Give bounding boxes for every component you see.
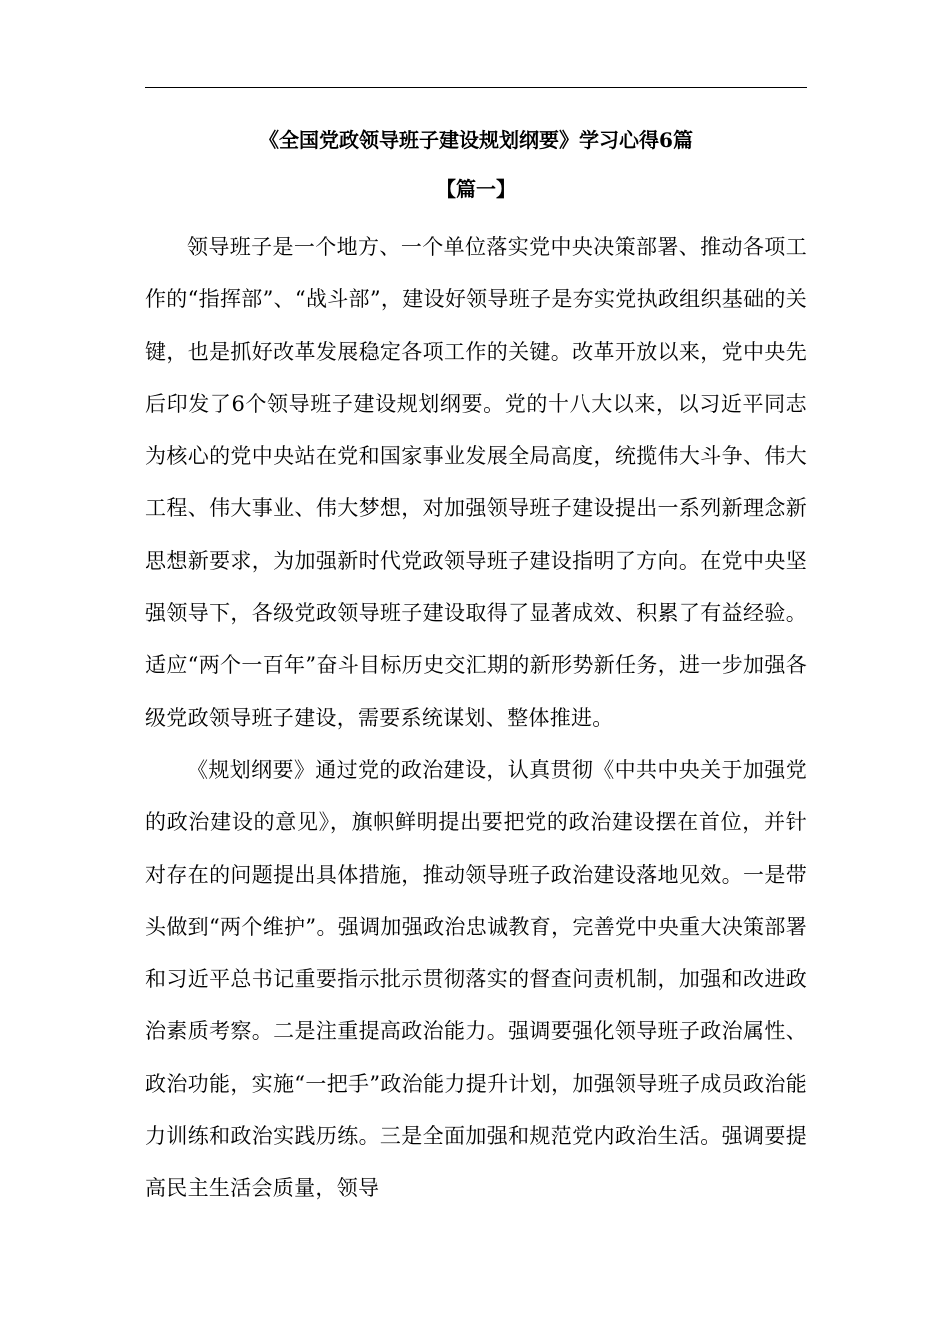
section-heading: 【篇一】	[436, 177, 516, 201]
paragraph-1: 领导班子是一个地方、一个单位落实党中央决策部署、推动各项工作的“指挥部”、“战斗部”，建设好领导班子是夯实党执政组织基础的关键，也是抓好改革发展稳定各项工作的关键。改革开放以来，党中央先后印发了6个领导班子建设规划纲要。党的十八大以来，以习近平同志为核心的党中央站在党和国家事业发展全局高度，统揽伟大斗争、伟大工程、伟大事业、伟大梦想，对加强领导班子建设提出一系列新理念新思想新要求，为加强新时代党政领导班子建设指明了方向。在党中央坚强领导下，各级党政领导班子建设取得了显著成效、积累了有益经验。适应“两个一百年”奋斗目标历史交汇期的新形势新任务，进一步加强各级党政领导班子建设，需要系统谋划、整体推进。	[145, 235, 807, 730]
paragraph-2: 《规划纲要》通过党的政治建设，认真贯彻《中共中央关于加强党的政治建设的意见》，旗帜鲜明提出要把党的政治建设摆在首位，并针对存在的问题提出具体措施，推动领导班子政治建设落地见效。一是带头做到“两个维护”。强调加强政治忠诚教育，完善党中央重大决策部署和习近平总书记重要指示批示贯彻落实的督查问责机制，加强和改进政治素质考察。二是注重提高政治能力。强调要强化领导班子政治属性、政治功能，实施“一把手”政治能力提升计划，加强领导班子成员政治能力训练和政治实践历练。三是全面加强和规范党内政治生活。强调要提高民主生活会质量，领导	[145, 757, 807, 1201]
document-body	[145, 221, 807, 1215]
document-title: 《全国党政领导班子建设规划纲要》学习心得6篇	[259, 128, 693, 152]
header-rule	[145, 87, 807, 88]
